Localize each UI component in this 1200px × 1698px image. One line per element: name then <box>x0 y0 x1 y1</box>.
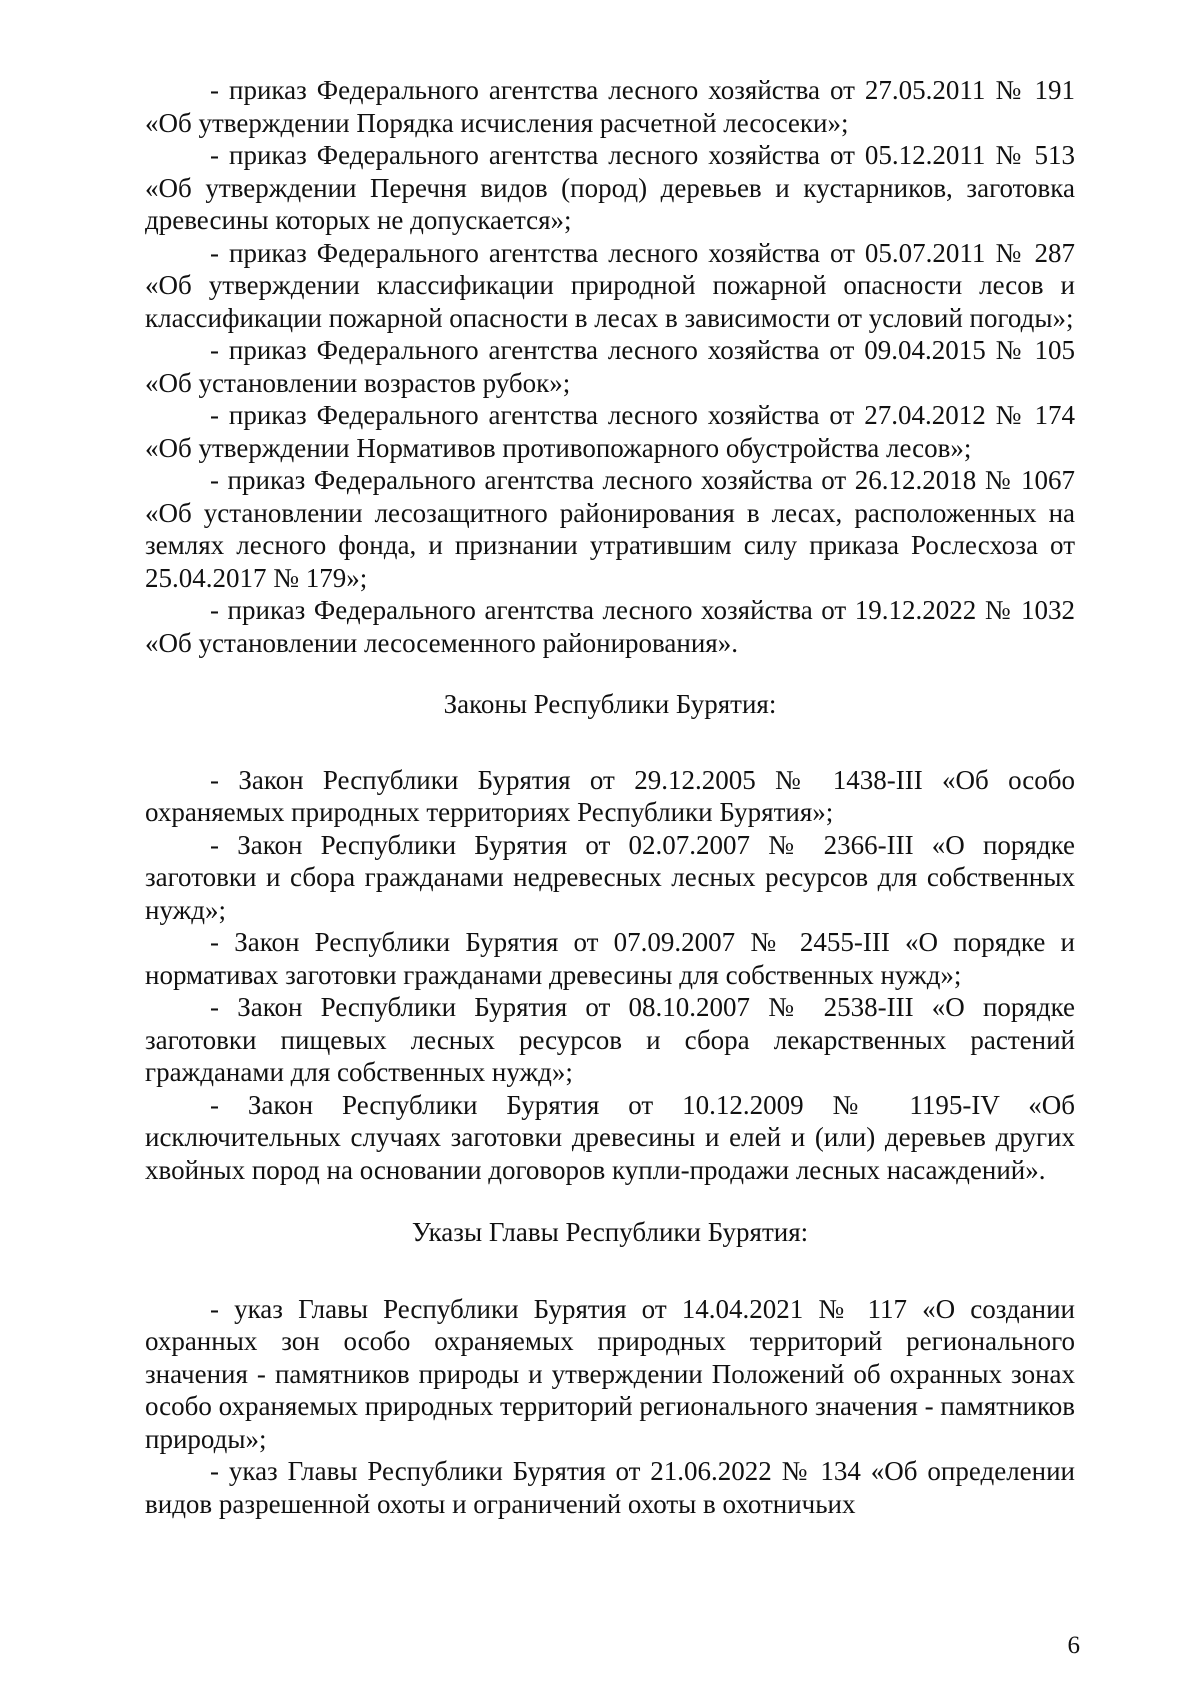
laws-heading: Законы Республики Бурятия: <box>443 689 777 719</box>
page-number: 6 <box>1067 1632 1080 1659</box>
federal-order-item: - приказ Федерального агентства лесного хозяйства от 19.12.2022 № 1032 «Об установлении лесосеменного районирования». <box>145 595 1075 658</box>
law-item: - Закон Республики Бурятия от 29.12.2005 № 1438-III «Об особо охраняемых природных территориях Республики Бурятия»; <box>145 764 1075 827</box>
law-item: - Закон Республики Бурятия от 07.09.2007 № 2455-III «О порядке и нормативах заготовки гражданами древесины для собственных нужд»; <box>145 927 1075 990</box>
decrees-heading: Указы Главы Республики Бурятия: <box>411 1217 809 1247</box>
law-item: - Закон Республики Бурятия от 08.10.2007 № 2538-III «О порядке заготовки пищевых лесных ресурсов и сбора лекарственных растений гражданами для собственных нужд»; <box>145 992 1075 1087</box>
federal-order-item: - приказ Федерального агентства лесного хозяйства от 05.07.2011 № 287 «Об утверждении классификации природной пожарной опасности лесов и классификации пожарной опасности в лесах в зависимости от условий погоды»; <box>145 237 1075 333</box>
federal-order-item: - приказ Федерального агентства лесного хозяйства от 27.05.2011 № 191 «Об утверждении Порядка исчисления расчетной лесосеки»; <box>145 75 1075 138</box>
law-item: - Закон Республики Бурятия от 10.12.2009 № 1195-IV «Об исключительных случаях заготовки древесины и елей и (или) деревьев других хвойных пород на основании договоров купли-продажи лесных насаждений». <box>145 1089 1075 1185</box>
federal-order-item: - приказ Федерального агентства лесного хозяйства от 27.04.2012 № 174 «Об утверждении Нормативов противопожарного обустройства лесов»; <box>145 400 1075 463</box>
federal-order-item: - приказ Федерального агентства лесного хозяйства от 05.12.2011 № 513 «Об утверждении Перечня видов (пород) деревьев и кустарников, заготовка древесины которых не допускается»; <box>145 140 1075 235</box>
federal-order-item: - приказ Федерального агентства лесного хозяйства от 09.04.2015 № 105 «Об установлении возрастов рубок»; <box>145 335 1075 398</box>
law-item: - Закон Республики Бурятия от 02.07.2007 № 2366-III «О порядке заготовки и сбора гражданами недревесных лесных ресурсов для собственных нужд»; <box>145 829 1075 925</box>
decree-item: - указ Главы Республики Бурятия от 14.04.2021 № 117 «О создании охранных зон особо охраняемых природных территорий регионального значения - памятников природы и утверждении Положений об охранных зонах особо охраняемых природных территорий регионального значения - памятников природы»; <box>145 1293 1075 1454</box>
document-body <box>145 74 1075 1520</box>
federal-order-item: - приказ Федерального агентства лесного хозяйства от 26.12.2018 № 1067 «Об установлении лесозащитного районирования в лесах, расположенных на землях лесного фонда, и признании утратившим силу приказа Рослесхоза от 25.04.2017 № 179»; <box>145 465 1075 593</box>
decree-item: - указ Главы Республики Бурятия от 21.06.2022 № 134 «Об определении видов разрешенной охоты и ограничений охоты в охотничьих <box>145 1456 1075 1519</box>
